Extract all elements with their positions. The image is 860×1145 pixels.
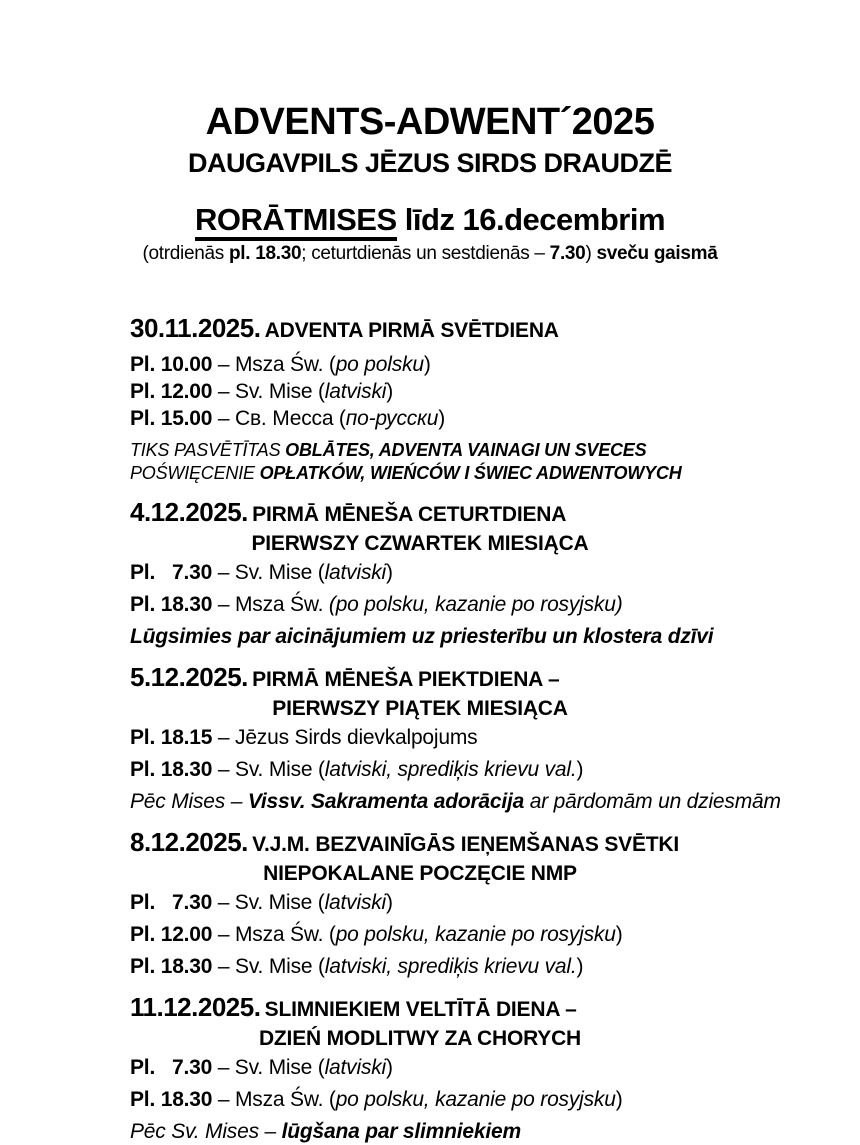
section-date: 11.12.2025. xyxy=(130,992,261,1022)
section-heading-line1 xyxy=(130,827,830,862)
schedule-row xyxy=(130,559,830,586)
schedule-row xyxy=(130,405,830,432)
text-segment: – Msza Św. ( xyxy=(212,923,336,946)
text-segment: – Msza Św. xyxy=(212,593,329,616)
section-note xyxy=(130,462,830,485)
text-segment: Pl. 18.30 xyxy=(130,955,213,978)
section-title: SLIMNIEKIEM VELTĪTĀ DIENA – xyxy=(264,998,577,1021)
text-segment: RORĀTMISES xyxy=(195,202,397,241)
document-subtitle-parish: DAUGAVPILS JĒZUS SIRDS DRAUDZĒ xyxy=(187,148,673,178)
section-note xyxy=(130,439,830,462)
text-segment: ) xyxy=(386,380,394,403)
text-segment: ) xyxy=(585,243,597,264)
section-title: V.J.M. BEZVAINĪGĀS IEŅEMŠANAS SVĒTKI xyxy=(252,833,680,856)
text-segment: ) xyxy=(423,353,431,376)
text-segment: ; ceturtdienās un sestdienās – xyxy=(301,243,550,264)
text-segment: Pl. 18.15 xyxy=(130,726,213,749)
rorate-schedule-note xyxy=(0,242,860,266)
section-title: PIRMĀ MĒNEŠA PIEKTDIENA – xyxy=(252,668,560,691)
schedule-section xyxy=(130,497,830,650)
section-heading-line1 xyxy=(130,497,830,532)
section-note xyxy=(130,623,830,650)
document-header xyxy=(0,0,860,266)
text-segment: – Sv. Mise ( xyxy=(212,561,325,584)
text-segment: sveču gaismā xyxy=(596,243,718,264)
text-segment: Vissv. Sakramenta adorācija xyxy=(247,790,525,813)
text-segment: po polsku, kazanie po rosyjsku xyxy=(335,923,616,946)
text-segment: TIKS PASVĒTĪTAS xyxy=(130,440,286,460)
section-title-second-language: PIERWSZY CZWARTEK MIESIĄCA xyxy=(251,532,589,555)
text-segment: ) xyxy=(386,891,393,914)
text-segment: 7.30 xyxy=(549,243,586,264)
text-segment: – Sv. Mise ( xyxy=(212,955,325,978)
section-rows xyxy=(130,559,830,618)
text-segment: ) xyxy=(438,407,446,430)
text-segment: latviski xyxy=(324,891,387,914)
text-segment: Pl. 7.30 xyxy=(130,1056,213,1079)
text-segment: – Msza Św. ( xyxy=(212,353,336,376)
section-title: ADVENTA PIRMĀ SVĒTDIENA xyxy=(264,319,559,342)
text-segment: – Sv. Mise ( xyxy=(212,758,325,781)
text-segment: Pl. 10.00 xyxy=(130,353,213,376)
section-title-second-language: NIEPOKALANE POCZĘCIE NMP xyxy=(263,862,577,885)
text-segment: pl. 18.30 xyxy=(228,243,302,264)
section-date: 30.11.2025. xyxy=(130,313,261,343)
section-heading-line1 xyxy=(130,313,830,348)
text-segment: Pl. 18.30 xyxy=(130,593,213,616)
section-rows xyxy=(130,351,830,432)
section-heading-line1 xyxy=(130,662,830,697)
text-segment: Pl. 7.30 xyxy=(130,561,213,584)
schedule-content xyxy=(0,313,860,1145)
rorate-heading xyxy=(0,202,860,238)
text-segment: Pl. 15.00 xyxy=(130,407,213,430)
text-segment: – Jēzus Sirds dievkalpojums xyxy=(212,726,478,749)
section-note xyxy=(130,1118,830,1145)
section-title-second-language: DZIEŃ MODLITWY ZA CHORYCH xyxy=(258,1027,582,1050)
section-date: 4.12.2025. xyxy=(130,497,248,527)
text-segment: (po polsku, kazanie po rosyjsku) xyxy=(328,593,623,616)
schedule-row xyxy=(130,889,830,916)
section-notes xyxy=(130,439,830,485)
text-segment: Pēc Sv. Mises – xyxy=(130,1120,282,1143)
text-segment: latviski xyxy=(324,561,387,584)
text-segment: Pl. 18.30 xyxy=(130,758,213,781)
section-heading-line1 xyxy=(130,992,830,1027)
text-segment: ar pārdomām un dziesmām xyxy=(524,790,781,813)
section-notes xyxy=(130,1118,830,1145)
section-heading xyxy=(130,662,830,721)
section-note xyxy=(130,788,830,815)
section-heading xyxy=(130,827,830,886)
text-segment: Pl. 7.30 xyxy=(130,891,213,914)
text-segment: – Sv. Mise ( xyxy=(212,380,325,403)
text-segment: latviski, sprediķis krievu val. xyxy=(324,758,577,781)
text-segment: по-русски xyxy=(345,407,439,430)
text-segment: po polsku xyxy=(335,353,424,376)
text-segment: latviski, sprediķis krievu val. xyxy=(324,955,577,978)
text-segment: ) xyxy=(615,923,623,946)
schedule-row xyxy=(130,591,830,618)
schedule-row xyxy=(130,953,830,980)
schedule-row xyxy=(130,1054,830,1081)
text-segment: lūgšana par slimniekiem xyxy=(281,1120,521,1143)
section-heading xyxy=(130,313,830,348)
text-segment: ) xyxy=(386,561,393,584)
section-title: PIRMĀ MĒNEŠA CETURTDIENA xyxy=(252,503,567,526)
schedule-section xyxy=(130,827,830,980)
text-segment: – Св. Месса ( xyxy=(212,407,346,430)
schedule-row xyxy=(130,378,830,405)
section-date: 8.12.2025. xyxy=(130,827,248,857)
text-segment: OBLĀTES, ADVENTA VAINAGI UN SVECES xyxy=(285,440,647,460)
text-segment: Pl. 12.00 xyxy=(130,380,213,403)
text-segment: POŚWIĘCENIE xyxy=(130,463,260,483)
section-heading xyxy=(130,992,830,1051)
text-segment: (otrdienās xyxy=(142,243,229,264)
text-segment: latviski xyxy=(324,1056,387,1079)
text-segment: – Sv. Mise ( xyxy=(212,891,325,914)
text-segment: Pl. 18.30 xyxy=(130,1088,213,1111)
schedule-row xyxy=(130,724,830,751)
schedule-row xyxy=(130,921,830,948)
schedule-row xyxy=(130,1086,830,1113)
text-segment: latviski xyxy=(324,380,387,403)
schedule-section xyxy=(130,992,830,1145)
text-segment: līdz 16.decembrim xyxy=(396,202,666,237)
text-segment: ) xyxy=(576,955,584,978)
text-segment: Pēc Mises – xyxy=(130,790,248,813)
text-segment: Lūgsimies par aicinājumiem uz priesterību un klostera dzīvi xyxy=(130,625,714,648)
text-segment: ) xyxy=(615,1088,623,1111)
schedule-section xyxy=(130,313,830,485)
text-segment: OPŁATKÓW, WIEŃCÓW I ŚWIEC ADWENTOWYCH xyxy=(259,463,682,483)
schedule-row xyxy=(130,351,830,378)
section-rows xyxy=(130,724,830,783)
schedule-row xyxy=(130,756,830,783)
document-title: ADVENTS-ADWENT´2025 xyxy=(205,101,655,143)
section-notes xyxy=(130,788,830,815)
section-title-second-language: PIERWSZY PIĄTEK MIESIĄCA xyxy=(272,697,568,720)
section-heading xyxy=(130,497,830,556)
text-segment: ) xyxy=(386,1056,393,1079)
section-rows xyxy=(130,889,830,980)
text-segment: po polsku, kazanie po rosyjsku xyxy=(335,1088,616,1111)
text-segment: Pl. 12.00 xyxy=(130,923,213,946)
text-segment: – Sv. Mise ( xyxy=(212,1056,325,1079)
text-segment: – Msza Św. ( xyxy=(212,1088,336,1111)
schedule-sections xyxy=(130,313,830,1145)
section-rows xyxy=(130,1054,830,1113)
section-date: 5.12.2025. xyxy=(130,662,248,692)
schedule-section xyxy=(130,662,830,815)
text-segment: ) xyxy=(576,758,584,781)
section-notes xyxy=(130,623,830,650)
